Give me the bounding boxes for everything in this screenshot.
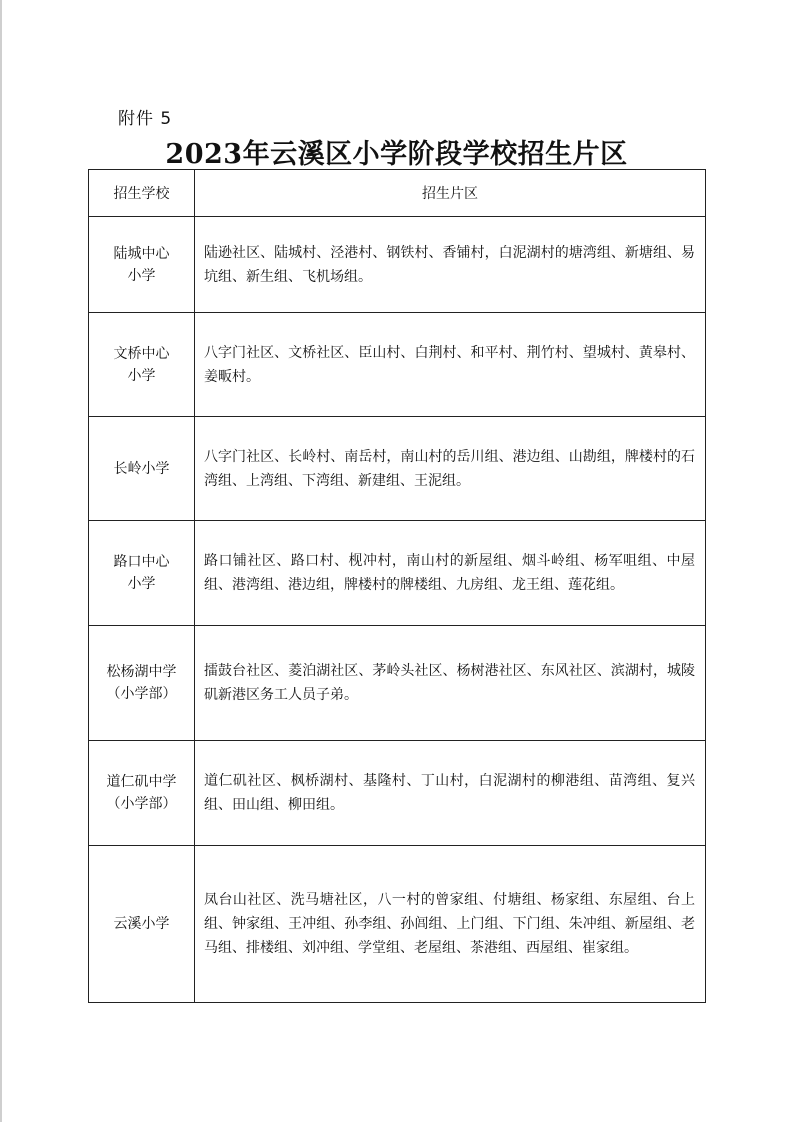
school-cell bbox=[89, 217, 195, 313]
table-row bbox=[89, 217, 706, 313]
header-school: 招生学校 bbox=[89, 170, 195, 217]
school-name-line1: 路口中心 bbox=[113, 554, 170, 570]
area-cell: 擂鼓台社区、菱泊湖社区、茅岭头社区、杨树港社区、东风社区、滨湖村，城陵矶新港区务工人员子弟。 bbox=[195, 626, 706, 741]
table-row bbox=[89, 417, 706, 521]
school-cell bbox=[89, 521, 195, 626]
school-name-line2: （小学部） bbox=[106, 686, 177, 702]
school-name-line1: 云溪小学 bbox=[113, 916, 170, 932]
school-cell bbox=[89, 417, 195, 521]
enrollment-zone-table bbox=[88, 169, 706, 1003]
table-row bbox=[89, 626, 706, 741]
school-cell bbox=[89, 313, 195, 417]
area-cell: 八字门社区、长岭村、南岳村，南山村的岳川组、港边组、山勘组，牌楼村的石湾组、上湾组、下湾组、新建组、王泥组。 bbox=[195, 417, 706, 521]
table-row bbox=[89, 846, 706, 1003]
school-name-line1: 文桥中心 bbox=[113, 345, 170, 362]
school-name-line1: 长岭小学 bbox=[113, 460, 170, 477]
table-header-row bbox=[89, 170, 706, 217]
area-cell: 道仁矶社区、枫桥湖村、基隆村、丁山村，白泥湖村的柳港组、苗湾组、复兴组、田山组、柳田组。 bbox=[195, 741, 706, 846]
attachment-label: 附件 5 bbox=[118, 109, 173, 129]
area-cell: 八字门社区、文桥社区、臣山村、白荆村、和平村、荆竹村、望城村、黄皋村、姜畈村。 bbox=[195, 313, 706, 417]
school-name-line1: 松杨湖中学 bbox=[106, 664, 177, 680]
document-title: 2023年云溪区小学阶段学校招生片区 bbox=[165, 139, 628, 170]
table-row bbox=[89, 741, 706, 846]
school-name-line1: 陆城中心 bbox=[113, 245, 170, 262]
area-cell: 凤台山社区、洗马塘社区，八一村的曾家组、付塘组、杨家组、东屋组、台上组、钟家组、王冲组、孙李组、孙闾组、上门组、下门组、朱冲组、新屋组、老马组、排楼组、刘冲组、学堂组、老屋组、茶港组、西屋组、崔家组。 bbox=[195, 846, 706, 1003]
school-cell bbox=[89, 626, 195, 741]
area-cell: 路口铺社区、路口村、枧冲村，南山村的新屋组、烟斗岭组、杨军咀组、中屋组、港湾组、港边组，牌楼村的牌楼组、九房组、龙王组、莲花组。 bbox=[195, 521, 706, 626]
school-cell bbox=[89, 741, 195, 846]
area-cell: 陆逊社区、陆城村、泾港村、钢铁村、香铺村，白泥湖村的塘湾组、新塘组、易坑组、新生组、飞机场组。 bbox=[195, 217, 706, 313]
school-name-line2: 小学 bbox=[127, 267, 156, 284]
school-name-line2: 小学 bbox=[127, 576, 156, 592]
school-cell bbox=[89, 846, 195, 1003]
school-name-line2: 小学 bbox=[127, 367, 156, 384]
school-name-line1: 道仁矶中学 bbox=[106, 774, 177, 790]
table-row bbox=[89, 521, 706, 626]
table-row bbox=[89, 313, 706, 417]
header-area: 招生片区 bbox=[195, 170, 706, 217]
school-name-line2: （小学部） bbox=[106, 796, 177, 812]
